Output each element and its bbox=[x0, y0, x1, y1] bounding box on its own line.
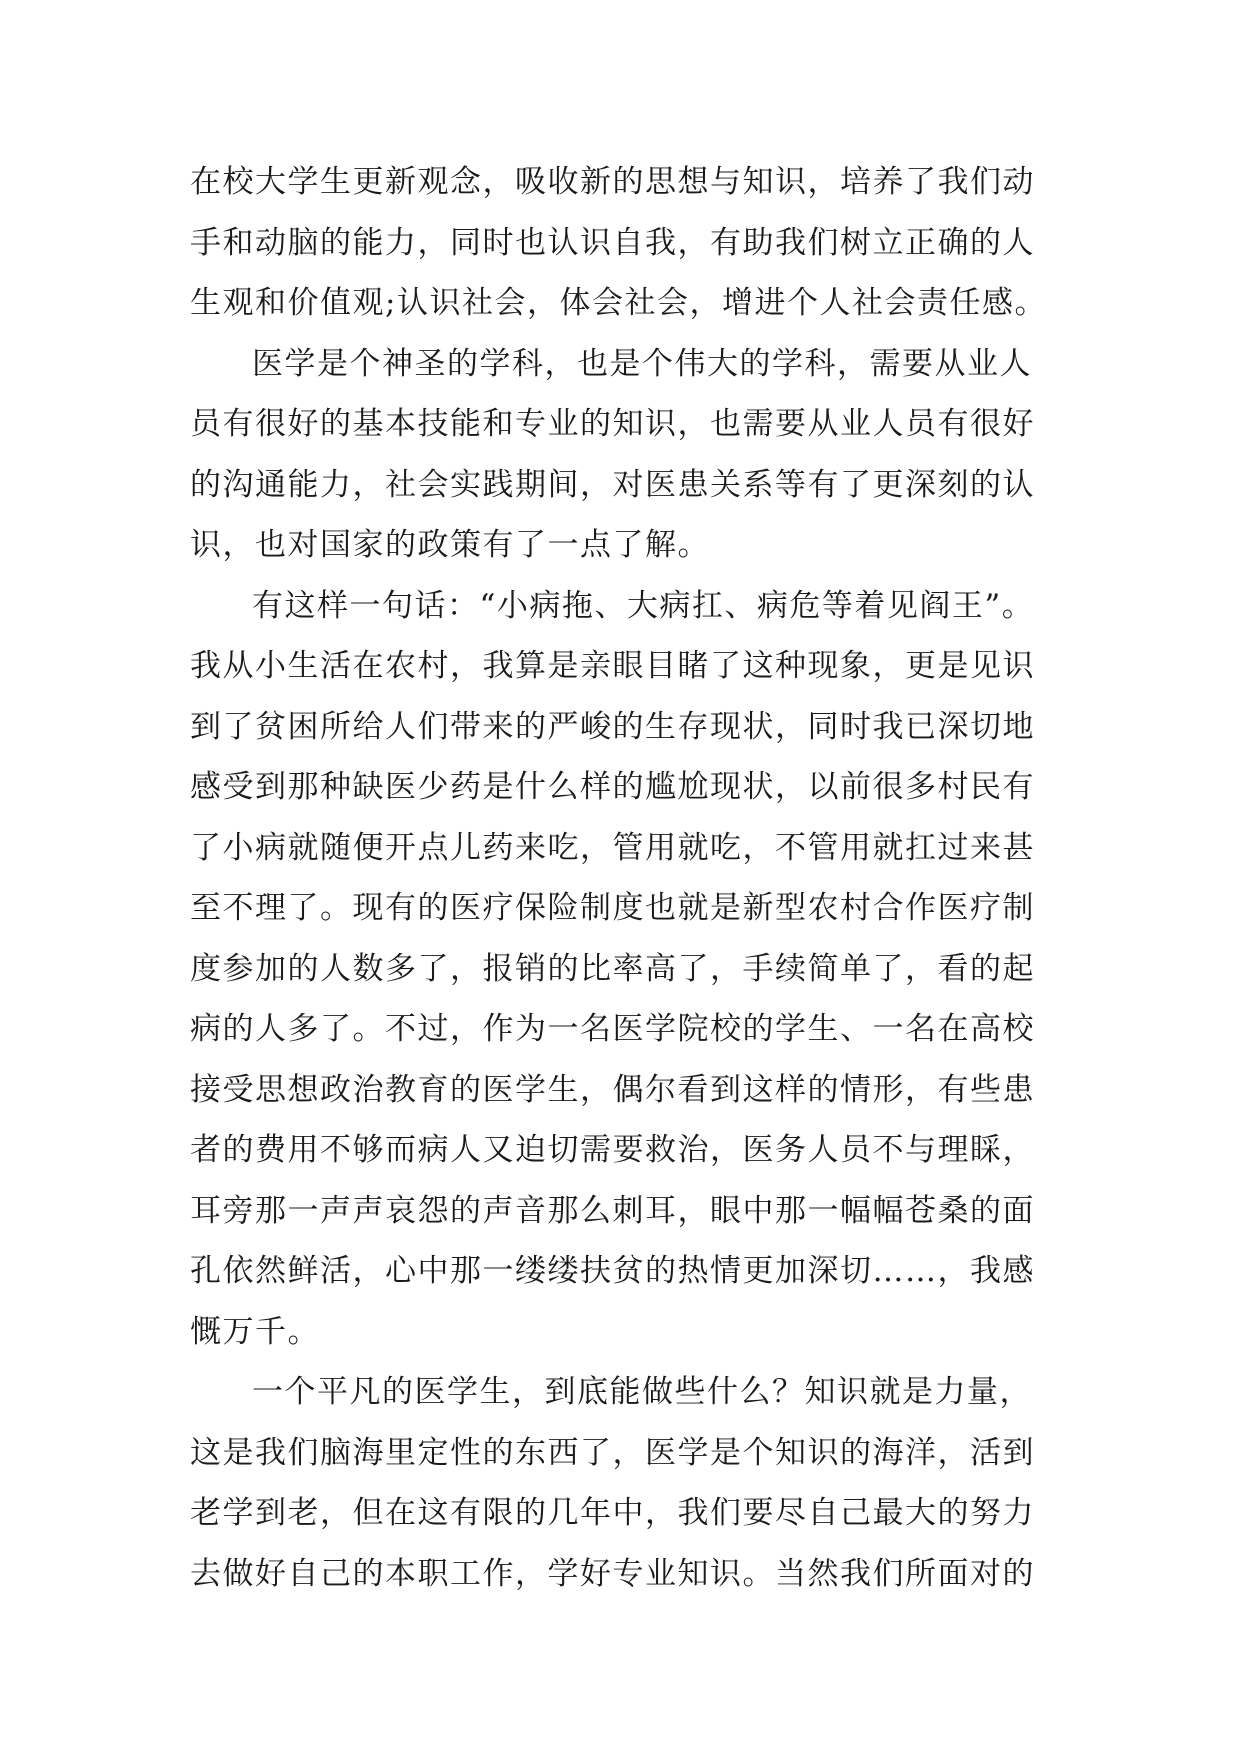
text-line: 孔依然鲜活，心中那一缕缕扶贫的热情更加深切……，我感 bbox=[190, 1253, 1035, 1289]
text-line: 接受思想政治教育的医学生，偶尔看到这样的情形，有些患 bbox=[190, 1071, 1035, 1108]
text-line: 手和动脑的能力，同时也认识自我，有助我们树立正确的人 bbox=[190, 224, 1035, 261]
text-line: 感受到那种缺医少药是什么样的尴尬现状，以前很多村民有 bbox=[190, 769, 1035, 805]
text-line: 我从小生活在农村，我算是亲眼目睹了这种现象，更是见识 bbox=[190, 648, 1035, 684]
text-line: 度参加的人数多了，报销的比率高了，手续简单了，看的起 bbox=[190, 950, 1035, 987]
paragraph-start-line: 有这样一句话：“小病拖、大病扛、病危等着见阎王”。 bbox=[252, 587, 1035, 624]
text-line: 老学到老，但在这有限的几年中，我们要尽自己最大的努力 bbox=[190, 1495, 1035, 1531]
text-line: 在校大学生更新观念，吸收新的思想与知识，培养了我们动 bbox=[190, 164, 1035, 200]
text-line: 至不理了。现有的医疗保险制度也就是新型农村合作医疗制 bbox=[190, 890, 1035, 926]
paragraph-start-line: 一个平凡的医学生，到底能做些什么？知识就是力量， bbox=[252, 1374, 1032, 1410]
text-line: 这是我们脑海里定性的东西了，医学是个知识的海洋，活到 bbox=[190, 1434, 1035, 1471]
text-line: 的沟通能力，社会实践期间，对医患关系等有了更深刻的认 bbox=[190, 466, 1035, 503]
paragraph-start-line: 医学是个神圣的学科，也是个伟大的学科，需要从业人 bbox=[252, 345, 1032, 382]
text-line: 生观和价值观;认识社会，体会社会，增进个人社会责任感。 bbox=[190, 285, 1047, 321]
text-line: 员有很好的基本技能和专业的知识，也需要从业人员有很好 bbox=[190, 406, 1035, 442]
text-line: 病的人多了。不过，作为一名医学院校的学生、一名在高校 bbox=[190, 1011, 1035, 1047]
text-line: 去做好自己的本职工作，学好专业知识。当然我们所面对的 bbox=[190, 1555, 1035, 1592]
text-line: 识，也对国家的政策有了一点了解。 bbox=[190, 527, 710, 563]
body-text bbox=[190, 152, 1070, 1604]
text-line: 到了贫困所给人们带来的严峻的生存现状，同时我已深切地 bbox=[190, 708, 1035, 745]
text-line: 了小病就随便开点儿药来吃，管用就吃，不管用就扛过来甚 bbox=[190, 829, 1035, 866]
text-line: 耳旁那一声声哀怨的声音那么刺耳，眼中那一幅幅苍桑的面 bbox=[190, 1192, 1035, 1229]
text-line: 慨万千。 bbox=[190, 1313, 320, 1350]
text-line: 者的费用不够而病人又迫切需要救治，医务人员不与理睬， bbox=[190, 1132, 1035, 1168]
